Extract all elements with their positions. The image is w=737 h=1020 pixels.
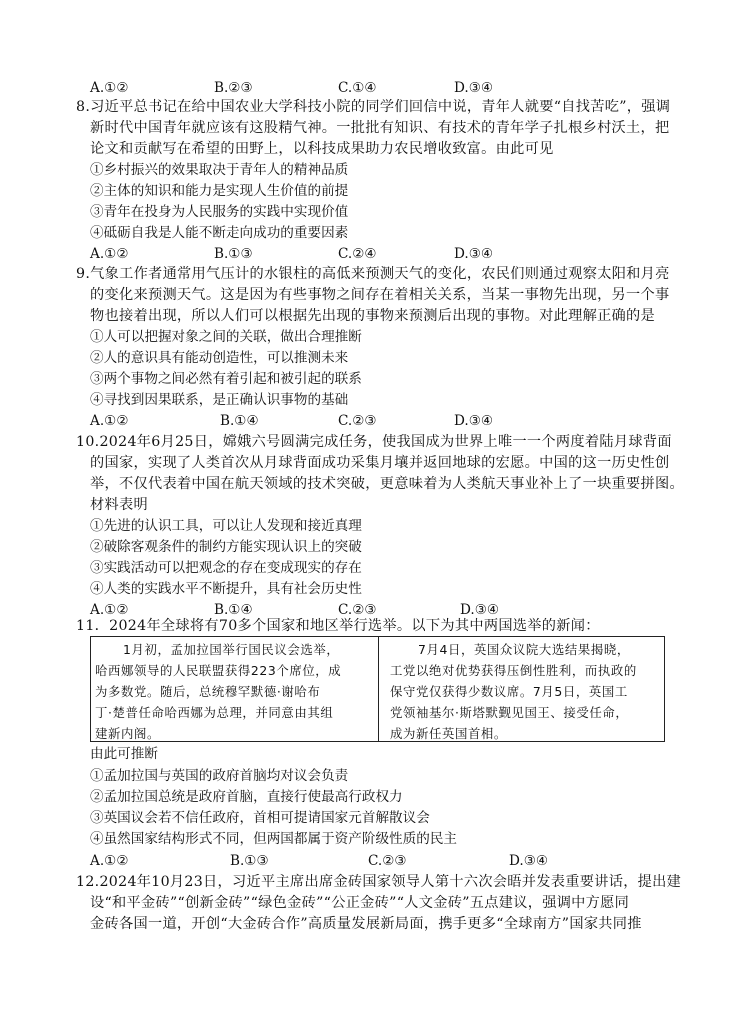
q11-statement-1: ①孟加拉国与英国的政府首脑均对议会负责 — [90, 768, 349, 784]
q8-stem-line-1: 8.习近平总书记在给中国农业大学科技小院的同学们回信中说，青年人就要“自找苦吃”，强调 — [76, 99, 671, 115]
q10-option-d: D.③④ — [460, 602, 500, 618]
q7-option-b: B.②③ — [214, 80, 253, 96]
q9-stem-line-3: 物也接着出现，所以人们可以根据先出现的事物来预测后出现的事物。对此理解正确的是 — [90, 308, 656, 324]
q9-option-b: B.①④ — [220, 413, 259, 429]
q10-statement-1: ①先进的认识工具，可以让人发现和接近真理 — [90, 518, 362, 534]
q11-lead: 由此可推断 — [90, 746, 158, 762]
q8-option-a: A.①② — [90, 246, 129, 262]
q10-statement-4: ④人类的实践水平不断提升，具有社会历史性 — [90, 581, 362, 597]
q11-statement-3: ③英国议会若不信任政府，首相可提请国家元首解散议会 — [90, 810, 430, 826]
q12-stem-line-1: 12.2024年10月23日，习近平主席出席金砖国家领导人第十六次会晤并发表重要讲话，提出建 — [76, 874, 682, 890]
q11-option-c: C.②③ — [368, 853, 407, 869]
news-right-line-3: 保守党仅获得少数议席。7月5日，英国工 — [390, 684, 628, 699]
q10-option-c: C.②③ — [338, 602, 377, 618]
q11-statement-4: ④虽然国家结构形式不同，但两国都属于资产阶级性质的民主 — [90, 831, 458, 847]
q8-statement-1: ①乡村振兴的效果取决于青年人的精神品质 — [90, 162, 349, 178]
q8-stem-line-3: 论文和贡献写在希望的田野上，以科技成果助力农民增收致富。由此可见 — [90, 141, 554, 157]
q9-statement-2: ②人的意识具有能动创造性，可以推测未来 — [90, 350, 349, 366]
q9-stem-line-1: 9.气象工作者通常用气压计的水银柱的高低来预测天气的变化，农民们则通过观察太阳和月亮 — [76, 266, 670, 282]
news-table-divider — [378, 637, 379, 741]
q9-statement-4: ④寻找到因果联系，是正确认识事物的基础 — [90, 392, 349, 408]
news-left-line-5: 建新内阁。 — [95, 726, 160, 741]
q9-option-c: C.②③ — [338, 413, 377, 429]
news-right-line-2: 工党以绝对优势获得压倒性胜利，而执政的 — [390, 663, 637, 678]
q8-option-b: B.①③ — [214, 246, 253, 262]
q12-stem-line-3: 金砖各国一道，开创“大金砖合作”高质量发展新局面，携手更多“全球南方”国家共同推 — [90, 916, 642, 932]
news-left-line-3: 为多数党。随后，总统穆罕默德·谢哈布 — [95, 684, 321, 699]
q8-statement-4: ④砥砺自我是人能不断走向成功的重要因素 — [90, 225, 349, 241]
news-table — [90, 636, 665, 742]
q8-option-c: C.②④ — [338, 246, 377, 262]
q11-statement-2: ②孟加拉国总统是政府首脑，直接行使最高行政权力 — [90, 789, 403, 805]
news-left-line-4: 丁·楚普任命哈西娜为总理，并同意由其组 — [95, 705, 334, 720]
q7-option-c: C.①④ — [338, 80, 377, 96]
q7-option-d: D.③④ — [454, 80, 494, 96]
q10-option-b: B.①④ — [214, 602, 253, 618]
q9-stem-line-2: 的变化来预测天气。这是因为有些事物之间存在着相关关系，当某一事物先出现，另一个事 — [90, 287, 670, 303]
q9-statement-1: ①人可以把握对象之间的关联，做出合理推断 — [90, 329, 362, 345]
q10-stem-line-3: 举，不仅代表着中国在航天领域的技术突破，更意味着为人类航天事业补上了一块重要拼图。 — [90, 476, 684, 492]
q11-stem: 11．2024年全球将有70多个国家和地区举行选举。以下为其中两国选举的新闻： — [76, 618, 600, 634]
q11-option-d: D.③④ — [509, 853, 549, 869]
q10-stem-line-1: 10.2024年6月25日，嫦娥六号圆满完成任务，使我国成为世界上唯一一个两度着陆月球背面 — [76, 434, 672, 450]
q11-option-a: A.①② — [90, 853, 129, 869]
q10-stem-line-2: 的国家，实现了人类首次从月球背面成功采集月壤并返回地球的宏愿。中国的这一历史性创 — [90, 455, 670, 471]
q8-option-d: D.③④ — [454, 246, 494, 262]
q10-statement-2: ②破除客观条件的制约方能实现认识上的突破 — [90, 539, 362, 555]
q10-stem-line-4: 材料表明 — [90, 497, 148, 513]
q10-option-a: A.①② — [90, 602, 129, 618]
q9-option-a: A.①② — [90, 413, 129, 429]
news-right-line-5: 成为新任英国首相。 — [390, 726, 507, 741]
q9-statement-3: ③两个事物之间必然有着引起和被引起的联系 — [90, 371, 362, 387]
q8-stem-line-2: 新时代中国青年就应该有这股精气神。一批批有知识、有技术的青年学子扎根乡村沃土，把 — [90, 120, 670, 136]
news-left-line-1: 1月初，孟加拉国举行国民议会选举， — [123, 642, 340, 657]
q8-statement-2: ②主体的知识和能力是实现人生价值的前提 — [90, 183, 349, 199]
q7-option-a: A.①② — [90, 80, 129, 96]
q11-option-b: B.①③ — [230, 853, 269, 869]
q12-stem-line-2: 设“和平金砖”“创新金砖”“绿色金砖”“公正金砖”“人文金砖”五点建议，强调中方愿同 — [90, 895, 630, 911]
q10-statement-3: ③实践活动可以把观念的存在变成现实的存在 — [90, 560, 362, 576]
news-right-line-4: 党领袖基尔·斯塔默觐见国王、接受任命， — [390, 705, 629, 720]
q9-option-d: D.③④ — [454, 413, 494, 429]
news-left-line-2: 哈西娜领导的人民联盟获得223个席位，成 — [95, 663, 342, 678]
q8-statement-3: ③青年在投身为人民服务的实践中实现价值 — [90, 204, 349, 220]
news-right-line-1: 7月4日，英国众议院大选结果揭晓， — [418, 642, 630, 657]
